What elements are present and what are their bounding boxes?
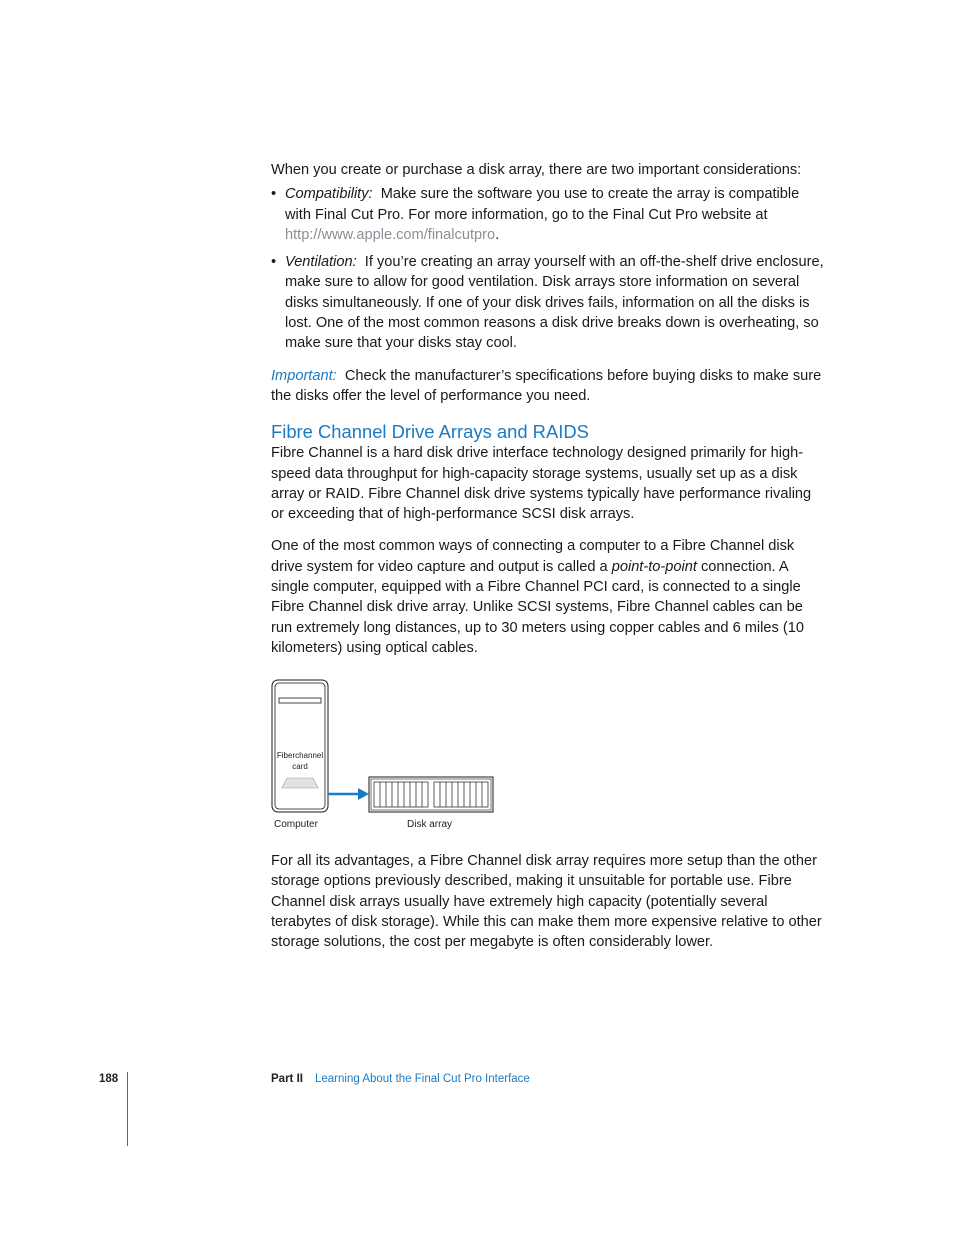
important-text: Check the manufacturer’s specifications before buying disks to make sure the disks offer the level of performance you need.	[271, 367, 822, 404]
list-item-compatibility	[271, 184, 827, 245]
fiberchannel-card-icon	[282, 778, 318, 788]
important-label: Important:	[271, 367, 337, 384]
ventilation-term: Ventilation:	[285, 254, 357, 271]
connection-arrowhead	[358, 788, 369, 800]
finalcutpro-website-link[interactable]: http://www.apple.com/finalcutpro	[285, 226, 496, 243]
compatibility-text: Make sure the software you use to create the array is compatible with Final Cut Pro. For more information, go to the Final Cut Pro website at	[285, 186, 800, 223]
footer-divider	[127, 1072, 128, 1146]
section-heading: Fibre Channel Drive Arrays and RAIDS	[271, 421, 589, 443]
intro-paragraph: When you create or purchase a disk array, there are two important considerations:	[271, 162, 802, 178]
important-note	[271, 366, 827, 407]
card-label-line-1: Fiberchannel	[276, 751, 324, 760]
bullet-icon: •	[271, 186, 277, 203]
main-content	[271, 160, 827, 658]
section-paragraph-2	[271, 536, 827, 658]
ventilation-text: If you’re creating an array yourself with an off-the-shelf drive enclosure, make sure to allow for good ventilation. Disk arrays store information on several disks simultaneously. If one of your disk drives fails, information on all the disks is lost. One of the most common reasons a disk drive breaks down is overheating, so make sure that your disks stay cool.	[285, 254, 824, 352]
closing-paragraph: For all its advantages, a Fibre Channel disk array requires more setup than the other storage options previously described, making it unsuitable for portable use. Fibre Channel disk arrays usually have extremely high capacity (potentially several terabytes of disk storage). While this can make them more expensive relative to other storage solutions, the cost per megabyte is often considerably lower.	[271, 853, 822, 951]
disk-array-label: Disk array	[407, 819, 453, 830]
section-paragraph-1: Fibre Channel is a hard disk drive interface technology designed primarily for high-speed data throughput for high-capacity storage systems, usually set up as a disk array or RAID. Fibre Channel disk drive systems typically have performance rivaling or exceeding that of high-performance SCSI disk arrays.	[271, 445, 812, 523]
fiberchannel-card-label	[270, 751, 330, 772]
card-label-line-2: card	[292, 761, 308, 771]
footer-chapter-title: Learning About the Final Cut Pro Interface	[315, 1073, 530, 1085]
bullet-icon: •	[271, 254, 277, 271]
point-to-point-diagram	[260, 675, 520, 840]
compatibility-period: .	[495, 226, 500, 243]
page-number: 188	[99, 1073, 119, 1085]
compatibility-term: Compatibility:	[285, 186, 373, 203]
computer-label: Computer	[274, 819, 318, 830]
footer-part-label: Part II	[271, 1073, 303, 1085]
list-item-ventilation	[271, 252, 827, 353]
para2-after: connection. A single computer, equipped with a Fibre Channel PCI card, is connected to a single Fibre Channel disk drive array. Unlike SCSI systems, Fibre Channel cables can be run extremely long distances, up to 30 meters using copper cables and 6 miles (10 kilometers) using optical cables.	[271, 558, 804, 656]
computer-tower	[272, 680, 328, 812]
point-to-point-term: point-to-point	[611, 558, 697, 575]
para2-before: One of the most common ways of connecting a computer to a Fibre Channel disk drive system for video capture and output is called a	[271, 538, 795, 575]
considerations-list	[271, 184, 827, 353]
